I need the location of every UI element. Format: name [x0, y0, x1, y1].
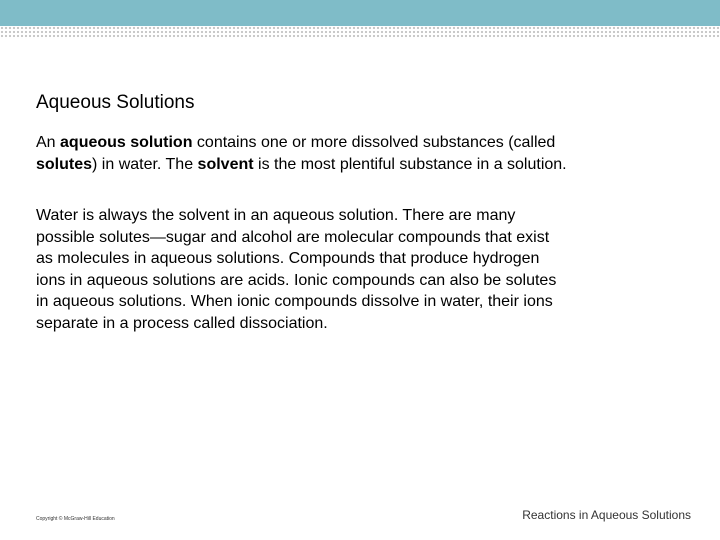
text-run: contains one or more dissolved substances (called: [192, 134, 556, 151]
paragraph-line: possible solutes—sugar and alcohol are molecular compounds that exist: [36, 228, 550, 246]
paragraph-line: Water is always the solvent in an aqueous solution. There are many: [36, 207, 516, 224]
header-bar: [0, 0, 720, 26]
dotted-stripe: [0, 26, 720, 39]
paragraph-definition-line-1: [36, 132, 676, 154]
paragraph-definition-line-2: [36, 154, 676, 176]
paragraph-line: separate in a process called dissociation.: [36, 314, 328, 332]
text-run: An: [36, 134, 61, 151]
term-solutes: solutes: [36, 155, 93, 173]
paragraph-line: as molecules in aqueous solutions. Compounds that produce hydrogen: [36, 250, 540, 267]
paragraph-line: in aqueous solutions. When ionic compounds dissolve in water, their ions: [36, 293, 553, 310]
text-run: ) in water. The: [92, 155, 198, 173]
copyright-notice: Copyright © McGraw-Hill Education: [36, 516, 115, 522]
footer-chapter-title: Reactions in Aqueous Solutions: [522, 508, 691, 522]
text-run: is the most plentiful substance in a solution.: [253, 155, 567, 173]
term-aqueous-solution: aqueous solution: [60, 134, 193, 151]
paragraph-line: ions in aqueous solutions are acids. Ionic compounds can also be solutes: [36, 271, 557, 289]
slide-title: Aqueous Solutions: [36, 92, 195, 113]
paragraph-definition: [36, 132, 676, 175]
term-solvent: solvent: [197, 155, 254, 173]
paragraph-explanation: [36, 205, 676, 334]
